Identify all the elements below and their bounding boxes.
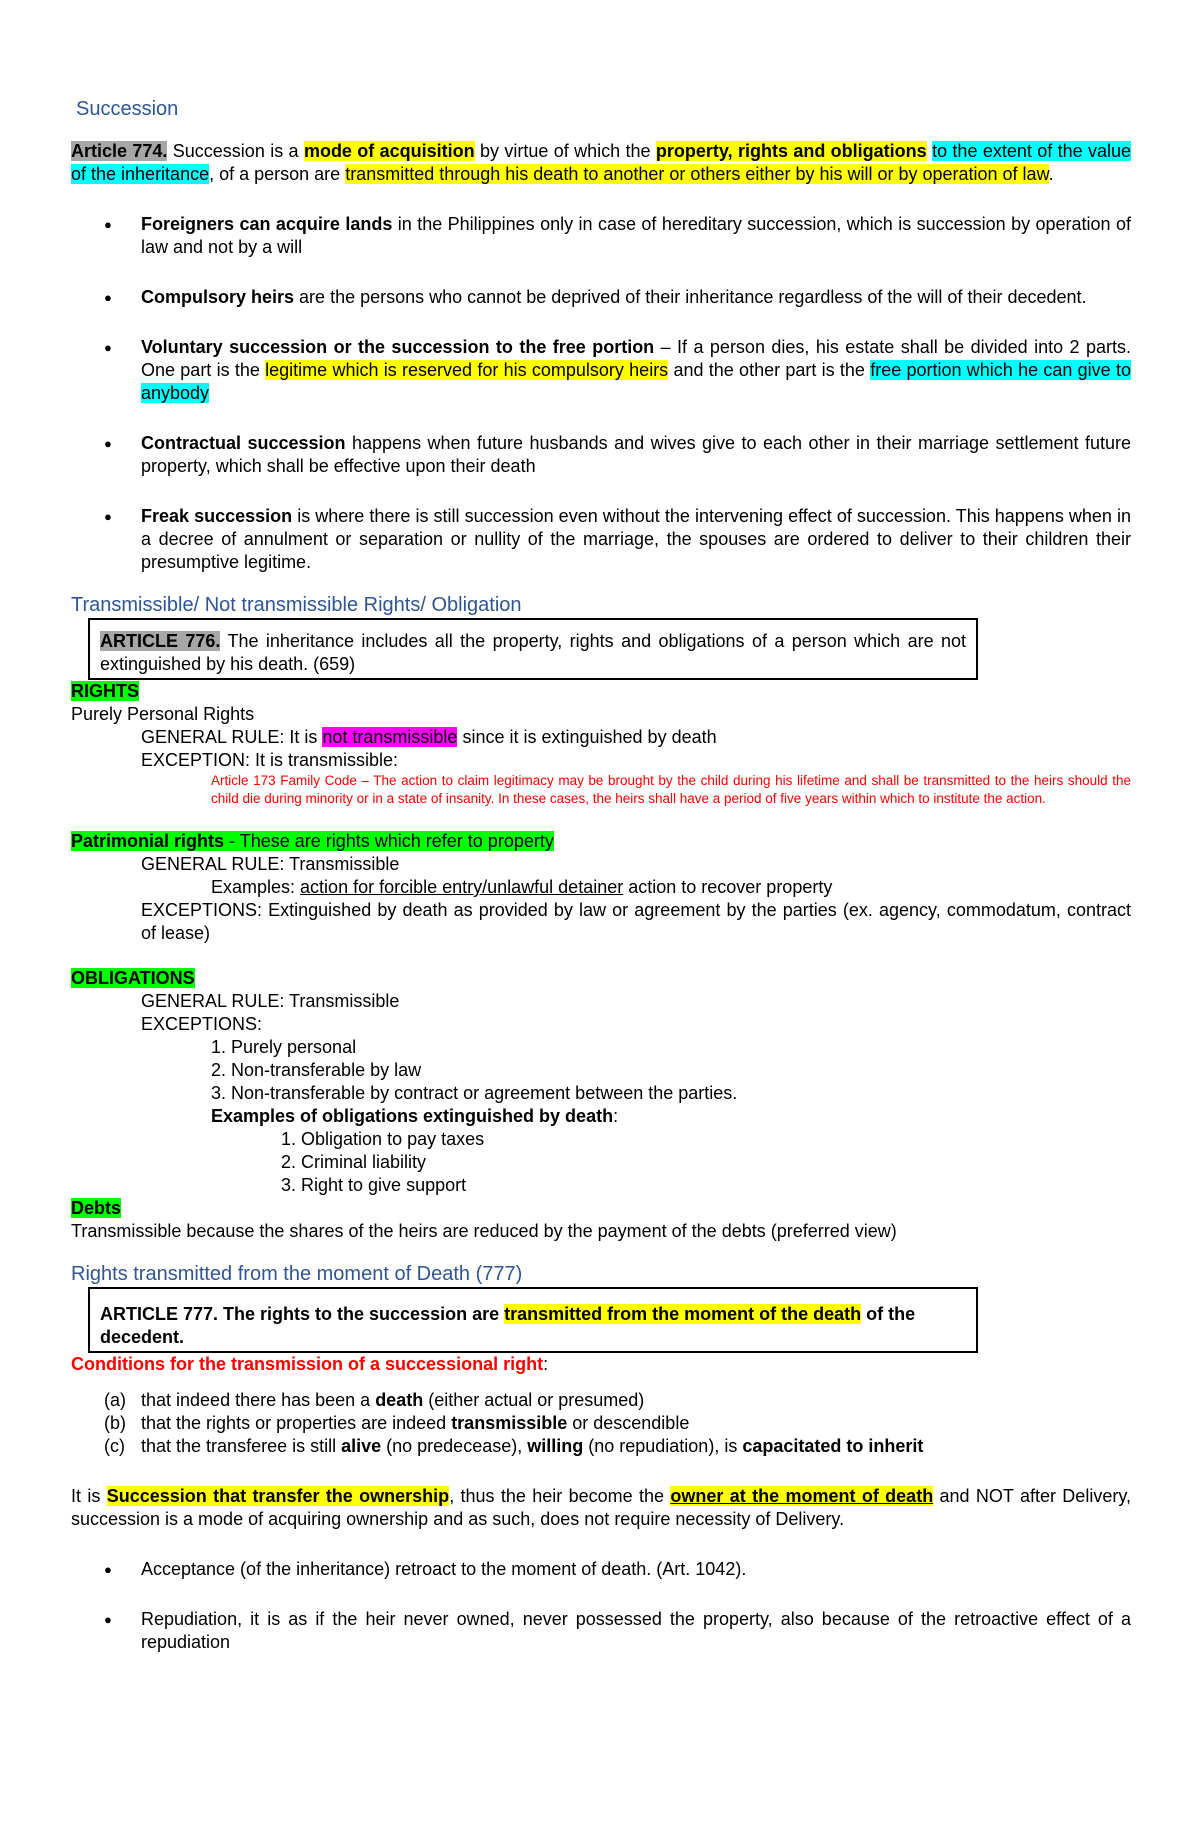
item-label: (b) [104, 1413, 126, 1433]
rights-general-rule [71, 726, 1131, 749]
title-heading: Succession [76, 98, 179, 120]
text: is where there is still succession even without the intervening effect of succession. This happens when in a decree of annulment or separation or nullity of the marriage, the spouses are ordered to deliver to their children their presumptive legitime. [141, 506, 1131, 572]
debts-label: Debts [71, 1198, 122, 1218]
obligations-section [71, 967, 1131, 1197]
rights-section [71, 680, 1131, 808]
text: and the other part is the [668, 360, 871, 380]
examples-label [71, 1105, 1131, 1128]
highlight: to the extent of the value of the inheritance [71, 141, 1132, 184]
text: of the decedent. [100, 1304, 916, 1347]
list-item: 1. Purely personal [211, 1037, 357, 1057]
item-label: (c) [104, 1436, 125, 1456]
article-776-label: ARTICLE 776. [100, 631, 221, 651]
bold-term: Foreigners can acquire lands [141, 214, 393, 234]
patrimonial-section [71, 830, 1131, 945]
list-item [71, 1435, 1131, 1458]
highlight: free portion which he can give to anybody [141, 360, 1131, 403]
bold-term: willing [527, 1436, 584, 1456]
effect-bullet-list [71, 1558, 1131, 1654]
underlined-text: action for forcible entry/unlawful detainer [300, 877, 624, 897]
text: that the rights or properties are indeed [141, 1413, 452, 1433]
patrimonial-exceptions: EXCEPTIONS: Extinguished by death as provided by law or agreement by the parties (ex. agency, commodatum, contract of lease) [141, 900, 1131, 943]
article-774-paragraph [71, 140, 1131, 186]
list-item [71, 286, 1131, 309]
article-776-box [88, 618, 978, 680]
text: since it is extinguished by death [457, 727, 717, 747]
text: , of a person are [209, 164, 346, 184]
bold-term: Contractual succession [141, 433, 346, 453]
article-173-note: Article 173 Family Code – The action to claim legitimacy may be brought by the child during his lifetime and shall be transmitted to the heirs should the child die during minority or in a state of insanity. In these cases, the heirs shall have a period of five years within which to institute the action. [211, 773, 1131, 806]
text: action to recover property [623, 877, 833, 897]
rights-exception: EXCEPTION: It is transmissible: [141, 750, 399, 770]
item-label: (a) [104, 1390, 126, 1410]
text: or descendible [567, 1413, 690, 1433]
text: ARTICLE 777. The rights to the succession are [100, 1304, 505, 1324]
bold-term: capacitated to inherit [742, 1436, 924, 1456]
text: (either actual or presumed) [423, 1390, 645, 1410]
ownership-paragraph [71, 1485, 1131, 1531]
list-item [71, 505, 1131, 574]
article-774-label: Article 774. [71, 141, 168, 161]
highlight: Succession that transfer the ownership [106, 1486, 450, 1506]
list-item: ● Repudiation, it is as if the heir never owned, never possessed the property, also because of the retroactive effect of a repudiation [71, 1608, 1131, 1654]
text: happens when future husbands and wives give to each other in their marriage settlement future property, which shall be effective upon their death [141, 433, 1132, 476]
bold-term: alive [341, 1436, 382, 1456]
text: The inheritance includes all the property, rights and obligations of a person which are not extinguished by his death. (659) [100, 631, 966, 674]
transmissible-heading: Transmissible/ Not transmissible Rights/ Obligation [71, 594, 522, 616]
text: It is [71, 1486, 107, 1506]
conditions-list [71, 1389, 1131, 1458]
list-item: 2. Criminal liability [281, 1152, 427, 1172]
patrimonial-examples [71, 876, 1131, 899]
rights-label: RIGHTS [71, 681, 140, 701]
highlight: mode of acquisition [303, 141, 475, 161]
text: by virtue of which the [474, 141, 656, 161]
obligations-exceptions: EXCEPTIONS: [141, 1014, 263, 1034]
list-item [71, 1389, 1131, 1412]
bold-term: transmissible [451, 1413, 568, 1433]
highlight: not transmissible [322, 727, 458, 747]
list-item: 1. Obligation to pay taxes [281, 1129, 485, 1149]
obligations-general-rule: GENERAL RULE: Transmissible [141, 991, 400, 1011]
text: Conditions for the transmission of a successional right [71, 1354, 544, 1374]
bold-term: death [375, 1390, 424, 1410]
text: are the persons who cannot be deprived of their inheritance regardless of the will of their decedent. [294, 287, 1087, 307]
list-item [71, 336, 1131, 405]
highlight: property, rights and obligations [655, 141, 927, 161]
text: that indeed there has been a [141, 1390, 376, 1410]
text: - These are rights which refer to property [224, 831, 554, 851]
list-item [71, 432, 1131, 478]
text: , thus the heir become the [449, 1486, 671, 1506]
list-item: 3. Non-transferable by contract or agreement between the parties. [211, 1083, 738, 1103]
text: in the Philippines only in case of hereditary succession, which is succession by operation of law and not by a will [141, 214, 1131, 257]
text: : [543, 1354, 549, 1374]
text: Examples of obligations extinguished by death [211, 1106, 614, 1126]
text: (no predecease), [381, 1436, 528, 1456]
patrimonial-label [71, 831, 554, 851]
list-item: 2. Non-transferable by law [211, 1060, 422, 1080]
highlight: transmitted through his death to another or others either by his will or by operation of law [345, 164, 1049, 184]
list-item [71, 1412, 1131, 1435]
list-item [71, 213, 1131, 259]
bold-term: Compulsory heirs [141, 287, 295, 307]
text: Patrimonial rights [71, 831, 225, 851]
conditions-heading [71, 1353, 1131, 1376]
list-item: 3. Right to give support [281, 1175, 467, 1195]
succession-bullet-list [71, 213, 1131, 574]
text: – If a person dies, his estate shall be divided into 2 parts. One part is the [141, 337, 1131, 380]
text: and NOT after Delivery, succession is a mode of acquiring ownership and as such, does not require necessity of Delivery. [71, 1486, 1131, 1529]
highlight: owner at the moment of death [670, 1486, 934, 1506]
text: Succession is a [167, 141, 304, 161]
article-777-box [88, 1287, 978, 1353]
purely-personal-rights: Purely Personal Rights [71, 704, 255, 724]
text: (no repudiation), is [583, 1436, 743, 1456]
text: . [1048, 164, 1054, 184]
text: that the transferee is still [141, 1436, 342, 1456]
debts-text: Transmissible because the shares of the heirs are reduced by the payment of the debts (preferred view) [71, 1221, 897, 1241]
debts-section [71, 1197, 1131, 1243]
rights-transmitted-heading: Rights transmitted from the moment of Death (777) [71, 1263, 523, 1285]
list-item: ● Acceptance (of the inheritance) retroact to the moment of death. (Art. 1042). [71, 1558, 1131, 1581]
highlight: legitime which is reserved for his compulsory heirs [265, 360, 669, 380]
document-page [71, 96, 1131, 1654]
text: : [613, 1106, 619, 1126]
text: GENERAL RULE: It is [141, 727, 323, 747]
obligations-label: OBLIGATIONS [71, 968, 195, 988]
bold-term: Freak succession [141, 506, 293, 526]
highlight: transmitted from the moment of the death [504, 1304, 862, 1324]
bold-term: Voluntary succession or the succession to the free portion [141, 337, 655, 357]
patrimonial-general-rule: GENERAL RULE: Transmissible [141, 854, 400, 874]
text: Examples: [211, 877, 301, 897]
